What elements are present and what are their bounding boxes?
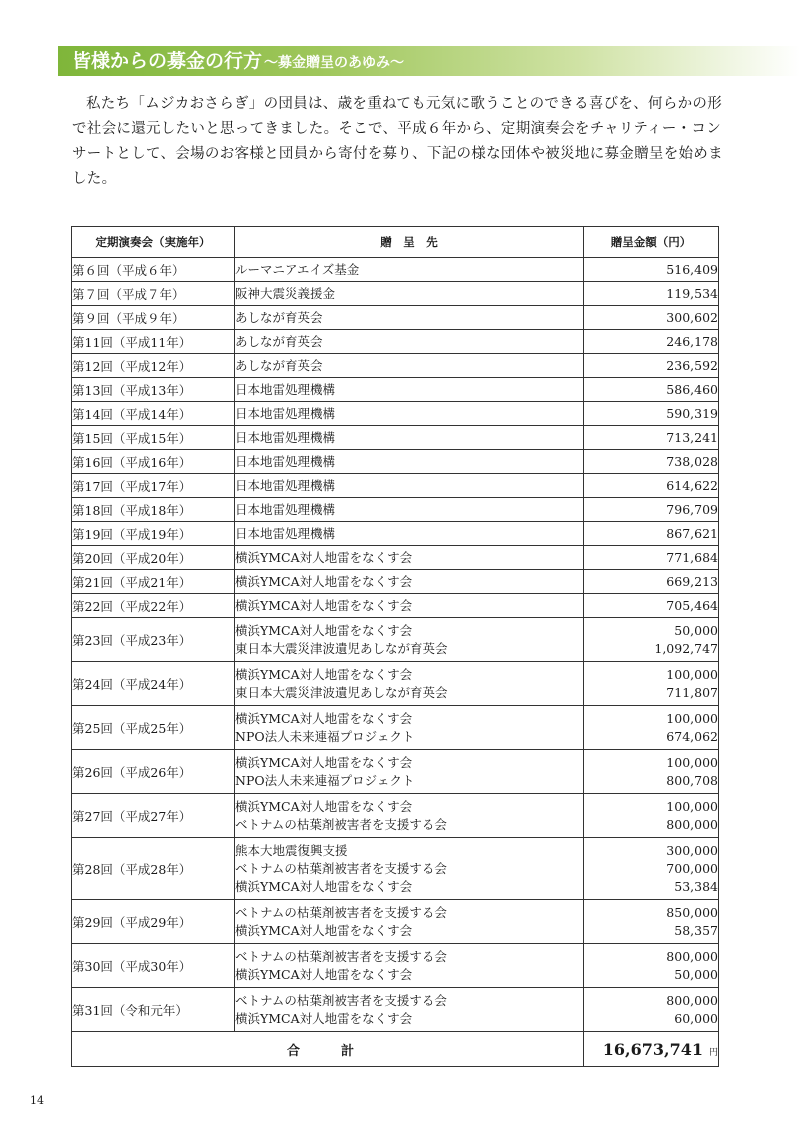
donation-amount: 738,028 [666, 453, 718, 469]
amount-cell [584, 474, 719, 498]
total-label: 合 計 [72, 1032, 584, 1067]
recipient-name: あしなが育英会 [235, 333, 323, 349]
concert-cell: 第11回（平成11年） [72, 330, 235, 354]
recipient-name: 日本地雷処理機構 [235, 429, 336, 445]
donation-amount: 53,384 [674, 878, 718, 894]
recipient-name: 日本地雷処理機構 [235, 525, 336, 541]
concert-cell: 第６回（平成６年） [72, 258, 235, 282]
recipient-name: NPO法人未来連福プロジェクト [235, 772, 415, 788]
concert-cell: 第14回（平成14年） [72, 402, 235, 426]
concert-cell: 第７回（平成７年） [72, 282, 235, 306]
recipient-cell [235, 354, 584, 378]
donation-amount: 713,241 [666, 429, 718, 445]
amount-cell [584, 282, 719, 306]
donation-amount: 300,602 [666, 309, 718, 325]
recipient-name: 日本地雷処理機構 [235, 501, 336, 517]
recipient-name: 横浜YMCA対人地雷をなくす会 [235, 878, 413, 894]
amount-cell [584, 706, 719, 750]
table-row [72, 426, 719, 450]
table-row [72, 306, 719, 330]
amount-cell [584, 330, 719, 354]
amount-cell [584, 546, 719, 570]
donation-amount: 796,709 [666, 501, 718, 517]
concert-cell: 第27回（平成27年） [72, 794, 235, 838]
amount-cell [584, 426, 719, 450]
recipient-name: ベトナムの枯葉剤被害者を支援する会 [235, 948, 447, 964]
section-subtitle: 〜募金贈呈のあゆみ〜 [264, 55, 405, 71]
amount-cell [584, 570, 719, 594]
amount-cell [584, 662, 719, 706]
amount-cell [584, 618, 719, 662]
recipient-name: 阪神大震災義援金 [235, 285, 336, 301]
recipient-name: あしなが育英会 [235, 357, 323, 373]
donation-amount: 711,807 [666, 684, 718, 700]
recipient-cell [235, 282, 584, 306]
donation-amount: 300,000 [666, 842, 718, 858]
recipient-cell [235, 570, 584, 594]
amount-cell [584, 306, 719, 330]
concert-cell: 第18回（平成18年） [72, 498, 235, 522]
donation-amount: 50,000 [674, 622, 718, 638]
amount-cell [584, 402, 719, 426]
recipient-cell [235, 258, 584, 282]
amount-cell [584, 498, 719, 522]
recipient-name: 横浜YMCA対人地雷をなくす会 [235, 622, 413, 638]
total-amount-cell [584, 1032, 719, 1067]
amount-cell [584, 450, 719, 474]
section-title: 皆様からの募金の行方 [72, 50, 263, 72]
table-row [72, 594, 719, 618]
donation-amount: 100,000 [666, 710, 718, 726]
recipient-cell [235, 330, 584, 354]
recipient-name: 日本地雷処理機構 [235, 381, 336, 397]
recipient-name: ベトナムの枯葉剤被害者を支援する会 [235, 816, 447, 832]
recipient-name: 日本地雷処理機構 [235, 405, 336, 421]
table-row [72, 706, 719, 750]
donation-amount: 771,684 [666, 549, 718, 565]
table-row [72, 522, 719, 546]
recipient-cell [235, 306, 584, 330]
concert-cell: 第28回（平成28年） [72, 838, 235, 900]
donation-amount: 100,000 [666, 666, 718, 682]
donation-amount: 705,464 [666, 597, 718, 613]
recipient-name: 東日本大震災津波遺児あしなが育英会 [235, 684, 448, 700]
recipient-cell [235, 706, 584, 750]
table-row [72, 282, 719, 306]
recipient-cell [235, 900, 584, 944]
page-number: 14 [30, 1094, 44, 1107]
amount-cell [584, 594, 719, 618]
intro-paragraph: 私たち「ムジカおさらぎ」の団員は、歳を重ねても元気に歌うことのできる喜びを、何らかの形で社会に還元したいと思ってきました。そこで、平成６年から、定期演奏会をチャリティー・コンサートとして、会場のお客様と団員から寄付を募り、下記の様な団体や被災地に募金贈呈を始めました。 [72, 96, 723, 187]
recipient-cell [235, 402, 584, 426]
table-row [72, 354, 719, 378]
table-row [72, 258, 719, 282]
amount-cell [584, 258, 719, 282]
recipient-cell [235, 450, 584, 474]
donation-amount: 850,000 [666, 904, 718, 920]
recipient-name: 横浜YMCA対人地雷をなくす会 [235, 573, 413, 589]
donation-amount: 1,092,747 [654, 640, 718, 656]
recipient-name: 横浜YMCA対人地雷をなくす会 [235, 922, 413, 938]
donation-amount: 50,000 [674, 966, 718, 982]
table-row [72, 900, 719, 944]
concert-cell: 第30回（平成30年） [72, 944, 235, 988]
recipient-cell [235, 662, 584, 706]
intro-paragraph-block [72, 92, 732, 192]
table-row [72, 450, 719, 474]
amount-cell [584, 750, 719, 794]
table-row [72, 988, 719, 1032]
recipient-name: 横浜YMCA対人地雷をなくす会 [235, 597, 413, 613]
recipient-name: 横浜YMCA対人地雷をなくす会 [235, 798, 413, 814]
concert-cell: 第13回（平成13年） [72, 378, 235, 402]
donation-amount: 516,409 [666, 261, 718, 277]
donation-amount: 674,062 [666, 728, 718, 744]
recipient-cell [235, 522, 584, 546]
table-row [72, 474, 719, 498]
donation-amount: 236,592 [666, 357, 718, 373]
donation-amount: 60,000 [674, 1010, 718, 1026]
table-row [72, 546, 719, 570]
recipient-cell [235, 546, 584, 570]
total-unit: 円 [708, 1047, 718, 1058]
donation-amount: 800,000 [666, 816, 718, 832]
concert-cell: 第15回（平成15年） [72, 426, 235, 450]
header-amount: 贈呈金額（円） [584, 227, 719, 258]
donation-amount: 119,534 [666, 285, 718, 301]
recipient-cell [235, 838, 584, 900]
table-row [72, 330, 719, 354]
header-concert: 定期演奏会（実施年） [72, 227, 235, 258]
total-row [72, 1032, 719, 1067]
donation-amount: 590,319 [666, 405, 718, 421]
concert-cell: 第22回（平成22年） [72, 594, 235, 618]
recipient-name: 横浜YMCA対人地雷をなくす会 [235, 1010, 413, 1026]
donation-amount: 614,622 [666, 477, 718, 493]
concert-cell: 第20回（平成20年） [72, 546, 235, 570]
table-row [72, 794, 719, 838]
recipient-name: 日本地雷処理機構 [235, 453, 336, 469]
donation-table [71, 226, 719, 1067]
total-amount: 16,673,741 [602, 1039, 703, 1059]
recipient-name: 日本地雷処理機構 [235, 477, 336, 493]
donation-amount: 800,000 [666, 948, 718, 964]
section-header [72, 48, 404, 74]
recipient-cell [235, 378, 584, 402]
amount-cell [584, 522, 719, 546]
concert-cell: 第12回（平成12年） [72, 354, 235, 378]
donation-amount: 800,708 [666, 772, 718, 788]
concert-cell: 第25回（平成25年） [72, 706, 235, 750]
concert-cell: 第29回（平成29年） [72, 900, 235, 944]
table-header-row [72, 227, 719, 258]
amount-cell [584, 944, 719, 988]
recipient-cell [235, 750, 584, 794]
recipient-name: 横浜YMCA対人地雷をなくす会 [235, 754, 413, 770]
table-row [72, 838, 719, 900]
donation-amount: 669,213 [666, 573, 718, 589]
recipient-cell [235, 474, 584, 498]
recipient-name: ベトナムの枯葉剤被害者を支援する会 [235, 904, 447, 920]
table-row [72, 750, 719, 794]
amount-cell [584, 354, 719, 378]
table-row [72, 570, 719, 594]
amount-cell [584, 378, 719, 402]
recipient-name: NPO法人未来連福プロジェクト [235, 728, 415, 744]
donation-rows [72, 258, 719, 1032]
concert-cell: 第17回（平成17年） [72, 474, 235, 498]
concert-cell: 第16回（平成16年） [72, 450, 235, 474]
recipient-cell [235, 594, 584, 618]
amount-cell [584, 988, 719, 1032]
table-row [72, 662, 719, 706]
recipient-name: 横浜YMCA対人地雷をなくす会 [235, 549, 413, 565]
recipient-name: 横浜YMCA対人地雷をなくす会 [235, 710, 413, 726]
concert-cell: 第19回（平成19年） [72, 522, 235, 546]
recipient-name: 熊本大地震復興支援 [235, 842, 348, 858]
amount-cell [584, 900, 719, 944]
amount-cell [584, 794, 719, 838]
concert-cell: 第24回（平成24年） [72, 662, 235, 706]
recipient-cell [235, 426, 584, 450]
table-row [72, 378, 719, 402]
table-row [72, 402, 719, 426]
table-row [72, 498, 719, 522]
table-row [72, 618, 719, 662]
recipient-cell [235, 944, 584, 988]
donation-amount: 100,000 [666, 754, 718, 770]
concert-cell: 第26回（平成26年） [72, 750, 235, 794]
recipient-name: ベトナムの枯葉剤被害者を支援する会 [235, 992, 447, 1008]
header-recipient: 贈 呈 先 [235, 227, 584, 258]
donation-amount: 586,460 [666, 381, 718, 397]
recipient-name: ルーマニアエイズ基金 [235, 261, 360, 277]
donation-amount: 700,000 [666, 860, 718, 876]
recipient-name: ベトナムの枯葉剤被害者を支援する会 [235, 860, 447, 876]
recipient-cell [235, 988, 584, 1032]
donation-amount: 800,000 [666, 992, 718, 1008]
recipient-cell [235, 498, 584, 522]
table-row [72, 944, 719, 988]
donation-amount: 867,621 [666, 525, 718, 541]
recipient-name: 横浜YMCA対人地雷をなくす会 [235, 666, 413, 682]
concert-cell: 第23回（平成23年） [72, 618, 235, 662]
donation-amount: 58,357 [674, 922, 718, 938]
concert-cell: 第21回（平成21年） [72, 570, 235, 594]
recipient-name: あしなが育英会 [235, 309, 323, 325]
recipient-name: 横浜YMCA対人地雷をなくす会 [235, 966, 413, 982]
donation-amount: 246,178 [666, 333, 718, 349]
concert-cell: 第31回（令和元年） [72, 988, 235, 1032]
concert-cell: 第９回（平成９年） [72, 306, 235, 330]
recipient-cell [235, 618, 584, 662]
recipient-name: 東日本大震災津波遺児あしなが育英会 [235, 640, 448, 656]
recipient-cell [235, 794, 584, 838]
amount-cell [584, 838, 719, 900]
donation-amount: 100,000 [666, 798, 718, 814]
